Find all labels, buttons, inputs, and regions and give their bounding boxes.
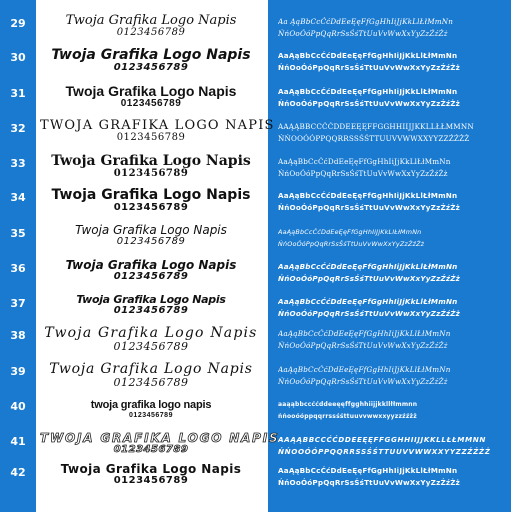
charset-line-2: ŃńOoÓóPpQqRrSsŚśTtUuVvWwXxYyZzŹźŻż	[278, 309, 461, 318]
charset-preview	[278, 328, 506, 352]
font-row-41	[0, 432, 511, 466]
font-sample	[40, 400, 262, 419]
font-sample	[40, 48, 262, 73]
charset-line-1: AaĄąBbCcĆćDdEeĘęFfGgHhIiJjKkLlŁłMmNn	[278, 262, 458, 271]
font-row-33	[0, 154, 511, 188]
charset-preview	[278, 190, 506, 214]
font-row-38	[0, 326, 511, 360]
charset-line-1: AaĄąBbCcĆćDdEeĘęFfGgHhIiJjKkLlŁłMmNn	[278, 87, 458, 96]
font-sample	[40, 362, 262, 388]
font-number: 37	[10, 297, 26, 310]
sample-name: TWOJA GRAFIKA LOGO NAPIS	[40, 431, 280, 445]
font-sample	[40, 294, 262, 316]
charset-line-2: ŃńOoÓóPpQqRrSsŚśTtUuVvWwXxYyZzŹźŻż	[278, 203, 461, 212]
sample-digits: 0123456789	[116, 132, 186, 143]
charset-preview	[278, 121, 506, 145]
charset-line-2: ŃńOoÓóPpQqRrSsŚśTtUuVvWwXxYyZzŹźŻż	[278, 341, 448, 350]
sample-name: twoja grafika logo napis	[90, 399, 212, 411]
font-sample	[40, 154, 262, 179]
sample-name: Twoja Grafika Logo Napis	[44, 325, 258, 341]
charset-line-1: AaĄąBbCcĆćDdEeĘęFfGgHhIiJjKkLlŁłMmNn	[278, 466, 458, 475]
charset-preview	[278, 434, 506, 458]
sample-digits: 0123456789	[113, 444, 189, 455]
charset-preview	[278, 261, 506, 285]
font-row-30	[0, 48, 511, 82]
font-sample	[40, 259, 262, 282]
sample-name: Twoja Grafika Logo Napis	[60, 462, 242, 476]
font-sample	[40, 326, 262, 352]
sample-digits: 0123456789	[113, 475, 189, 486]
sample-name: Twoja Grafika Logo Napis	[65, 258, 237, 272]
font-number: 38	[10, 329, 26, 342]
font-row-40	[0, 397, 511, 431]
charset-line-1: Aa ĄąBbCcĆćDdEeĘęFfGgHhIiJjKkLlŁłMmNn	[278, 17, 454, 26]
charset-line-2: ŃńOoÓóPpQqRrSsŚśTtUuVvWwXxYyZzŹźŻż	[278, 29, 448, 38]
font-number: 33	[10, 157, 26, 170]
font-number: 41	[10, 435, 26, 448]
font-number: 35	[10, 227, 26, 240]
charset-preview	[278, 364, 506, 388]
sample-name: Twoja Grafika Logo Napis	[65, 83, 237, 99]
sample-name: Twoja Grafika Logo Napis	[76, 293, 226, 306]
charset-line-2: ŃŃOOÓÓPPQQRRSSŚŚTTUUVVWWXXYYZZŹŹŻŻ	[278, 134, 470, 143]
sample-digits: 0123456789	[113, 271, 189, 282]
charset-line-2: ŃńOoÓóPpQqRrSsŚśTtUuVvWwXxYyZzŹźŻż	[278, 377, 448, 386]
charset-line-1: AaĄąBbCcĆćDdEeĘęFfGgHhIiJjKkLlŁłMmNn	[278, 329, 451, 338]
sample-name: Twoja Grafika Logo Napis	[51, 47, 251, 63]
font-number: 39	[10, 365, 26, 378]
font-row-35	[0, 224, 511, 258]
font-row-36	[0, 259, 511, 293]
font-number: 36	[10, 262, 26, 275]
sample-name: Twoja Grafika Logo Napis	[51, 153, 251, 169]
sample-digits: 0123456789	[113, 168, 189, 179]
charset-line-1: AaĄąBbCcĆćDdEeĘęFfGgHhIiJjKkLlŁłMmNn	[278, 157, 451, 166]
font-sample	[40, 224, 262, 247]
font-sample	[40, 84, 262, 109]
sample-digits: 0123456789	[120, 98, 182, 109]
charset-line-2: ŃńOoÓóPpQqRrSsŚśTtUuVvWwXxYyZzŹźŻż	[278, 99, 461, 108]
charset-line-1: AaĄąBbCcĆćDdEeĘęFfGgHhIiJjKkLlŁłMmNn	[278, 51, 458, 60]
charset-preview	[278, 86, 506, 110]
font-number: 29	[10, 17, 26, 30]
sample-digits: 0123456789	[129, 412, 173, 419]
charset-line-1: AaĄąBbCcĆćDdEeĘęFfGgHhIiJjKkLlŁłMmNn	[278, 365, 451, 374]
charset-line-2: ŃńOoÓóPpQqRrSsŚśTtUuVvWwXxYyZzŹźŻż	[278, 478, 461, 487]
font-row-37	[0, 294, 511, 328]
charset-preview	[278, 226, 506, 250]
charset-preview	[278, 156, 506, 180]
charset-preview	[278, 399, 506, 423]
font-sample	[40, 463, 262, 486]
font-row-32	[0, 119, 511, 153]
sample-digits: 0123456789	[113, 340, 189, 353]
font-sample	[40, 118, 275, 143]
charset-preview	[278, 296, 506, 320]
charset-line-2: ŃńOoÓóPpQqRrSsŚśTtUuVvWwXxYyZzŹźŻż	[278, 63, 461, 72]
sample-name: Twoja Grafika Logo Napis	[49, 361, 253, 377]
charset-preview	[278, 465, 506, 489]
charset-line-2: ŃŃOOÓÓPPQQRRSSŚŚTTUUVVWWXXYYZZŹŹŻŻ	[278, 447, 491, 456]
sample-digits: 0123456789	[113, 305, 189, 316]
charset-line-2: ńńooóóppqqrrssśśttuuvvwwxxyyzzźźżż	[278, 413, 417, 420]
font-number: 42	[10, 466, 26, 479]
sample-name: TWOJA GRAFIKA LOGO NAPIS	[40, 118, 275, 133]
font-row-29	[0, 14, 511, 48]
font-number: 31	[10, 87, 26, 100]
sample-digits: 0123456789	[116, 27, 186, 38]
font-sample	[40, 188, 262, 213]
sample-digits: 0123456789	[116, 236, 186, 247]
charset-preview	[278, 16, 506, 40]
sample-name: Twoja Grafika Logo Napis	[75, 223, 227, 237]
font-sample	[40, 431, 280, 455]
charset-line-1: AaĄąBbCcĆćDdEeĘęFfGgHhIiJjKkLlŁłMmNn	[278, 297, 458, 306]
charset-line-1: AaĄąBbCcĆćDdEeĘęFfGgHhIiJjKkLlŁłMmNn	[278, 191, 458, 200]
font-row-39	[0, 362, 511, 396]
font-number: 40	[10, 400, 26, 413]
charset-line-1: AAĄĄBBCCĆĆDDEEĘĘFFGGHHIIJJKKLLŁŁMMNN	[278, 122, 474, 131]
charset-line-1: AaĄąBbCcĆćDdEeĘęFfGgHhIiJjKkLlŁłMmNn	[278, 228, 422, 236]
sample-name: Twoja Grafika Logo Napis	[51, 187, 251, 203]
sample-digits: 0123456789	[113, 62, 189, 73]
font-row-34	[0, 188, 511, 222]
font-number: 34	[10, 191, 26, 204]
charset-line-1: aaąąbbccććddeeęęffgghhiijjkkllłłmmnn	[278, 401, 418, 408]
charset-line-2: ŃńOoÓóPpQqRrSsŚśTtUuVvWwXxYyZzŹźŻż	[278, 240, 425, 248]
font-sample	[40, 14, 262, 38]
charset-line-1: AAĄĄBBCCĆĆDDEEĘĘFFGGHHIIJJKKLLŁŁMMNN	[278, 435, 486, 444]
sample-digits: 0123456789	[113, 376, 189, 389]
font-number: 30	[10, 51, 26, 64]
sample-digits: 0123456789	[113, 202, 189, 213]
font-row-31	[0, 84, 511, 118]
sample-name: Twoja Grafika Logo Napis	[65, 13, 237, 28]
charset-line-2: ŃńOoÓóPpQqRrSsŚśTtUuVvWwXxYyZzŹźŻż	[278, 274, 461, 283]
charset-line-2: ŃńOoÓóPpQqRrSsŚśTtUuVvWwXxYyZzŹźŻż	[278, 169, 448, 178]
font-number: 32	[10, 122, 26, 135]
font-row-42	[0, 463, 511, 497]
charset-preview	[278, 50, 506, 74]
